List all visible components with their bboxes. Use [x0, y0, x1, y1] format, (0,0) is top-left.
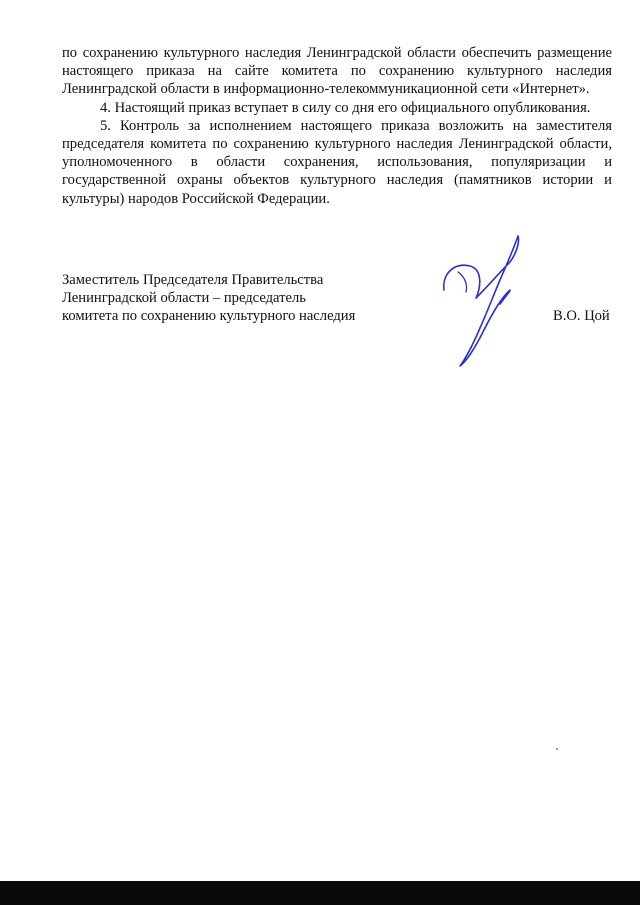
- document-body: [62, 44, 612, 208]
- handwritten-signature: [440, 232, 540, 372]
- signer-title: [62, 271, 355, 326]
- signer-name: В.О. Цой: [553, 308, 610, 324]
- paragraph-item-4: 4. Настоящий приказ вступает в силу со дня его официального опубликования.: [100, 99, 591, 116]
- scan-speck: [556, 748, 558, 750]
- paragraph-item-5: 5. Контроль за исполнением настоящего приказа возложить на заместителя председателя комитета по сохранению культурного наследия Ленинградской области, уполномоченного в области сохранения, использования, популяризации и государственной охраны объектов культурного наследия (памятников истории и культуры) народов Российской Федерации.: [62, 117, 612, 207]
- signer-title-line: комитета по сохранению культурного наследия: [62, 308, 356, 325]
- scan-bottom-edge: [0, 881, 640, 905]
- paragraph-continuation: по сохранению культурного наследия Ленинградской области обеспечить размещение настоящего приказа на сайте комитета по сохранению культурного наследия Ленинградской области в информационно-телекоммуникационной сети «Интернет».: [62, 45, 612, 98]
- signer-title-line: Ленинградской области – председатель: [62, 290, 306, 307]
- signer-title-line: Заместитель Председателя Правительства: [62, 272, 324, 288]
